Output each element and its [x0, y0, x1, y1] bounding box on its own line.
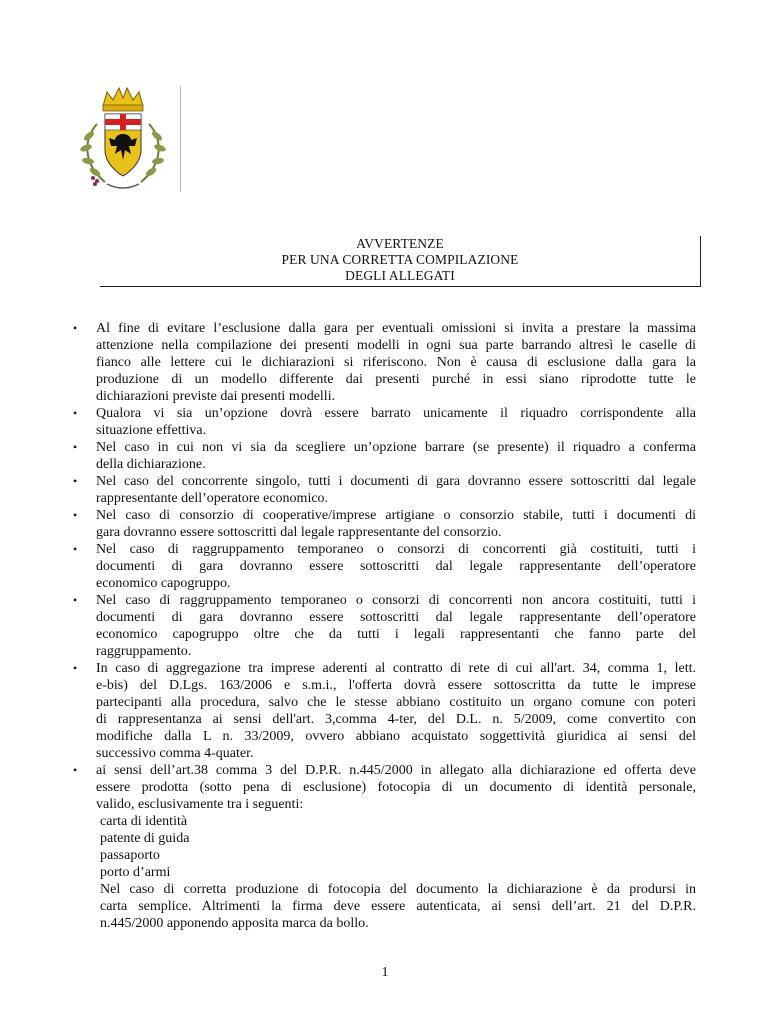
text-line: modifiche dalla L n. 33/2009, ovvero abbiano acquistato soggettività giuridica ai sensi del [96, 729, 696, 744]
text-line: e-bis) del D.Lgs. 163/2006 e s.m.i., l'offerta dovrà essere sottoscritta da tutte le imprese [96, 678, 696, 693]
list-item-text [96, 473, 696, 507]
header-subtitle-2: DEGLI ALLEGATI [345, 268, 455, 283]
text-line: successivo comma 4-quater. [96, 746, 254, 761]
bullet-icon: • [73, 542, 78, 556]
list-item [0, 405, 770, 439]
text-line: Nel caso di corretta produzione di fotocopia del documento la dichiarazione è da prodursi in [100, 882, 696, 897]
bullet-icon: • [73, 474, 78, 488]
text-line: n.445/2000 apponendo apposita marca da bollo. [100, 916, 369, 931]
text-line: Nel caso in cui non vi sia da scegliere un’opzione barrare (se presente) il riquadro a conferma [96, 440, 696, 455]
list-item [0, 473, 770, 507]
list-item-text [96, 660, 696, 762]
bullet-icon: • [73, 763, 78, 777]
text-line: economico capogruppo oltre che da tutti i legali rappresentanti che fanno parte del [96, 627, 696, 642]
bullet-icon: • [73, 661, 78, 675]
text-line: dichiarazioni previste dai presenti modelli. [96, 389, 336, 404]
text-line: produzione di un modello differente dai presenti purché in essi siano riprodotte tutte le [96, 372, 696, 387]
list-item [0, 507, 770, 541]
bullet-icon: • [73, 440, 78, 454]
header-title: AVVERTENZE [356, 236, 444, 251]
header-subtitle: PER UNA CORRETTA COMPILAZIONE [281, 252, 519, 267]
text-line: valido, esclusivamente tra i seguenti: [96, 797, 304, 812]
document-option: carta di identità [100, 814, 188, 829]
list-item [0, 592, 770, 660]
list-item-text [96, 592, 696, 660]
text-line: rappresentante dell’operatore economico. [96, 491, 329, 506]
list-item [0, 762, 770, 932]
document-option: porto d’armi [100, 865, 171, 880]
list-item-text [96, 762, 696, 932]
note-paragraph [100, 881, 696, 932]
list-item [0, 660, 770, 762]
bullet-icon: • [73, 406, 78, 420]
text-line: Nel caso di raggruppamento temporaneo o consorzi di concorrenti non ancora costituiti, tutti i [96, 593, 696, 608]
text-line: Al fine di evitare l’esclusione dalla gara per eventuali omissioni si invita a prestare la massima [96, 321, 696, 336]
list-item [0, 320, 770, 405]
list-item-text [96, 541, 696, 592]
document-option: patente di guida [100, 831, 190, 846]
text-line: raggruppamento. [96, 644, 192, 659]
list-item [0, 439, 770, 473]
text-line: della dichiarazione. [96, 457, 206, 472]
text-line: documenti di gara dovranno essere sottoscritti dal legale rappresentante dell’operatore [96, 559, 696, 574]
text-line: economico capogruppo. [96, 576, 231, 591]
text-line: In caso di aggregazione tra imprese aderenti al contratto di rete di cui all'art. 34, comma 1, lett. [96, 661, 696, 676]
text-line: documenti di gara dovranno essere sottoscritti dal legale rappresentante dell’operatore [96, 610, 696, 625]
document-header [100, 236, 701, 287]
text-line: partecipanti alla procedura, salvo che le stesse abbiano costituito un organo comune con poteri [96, 695, 696, 710]
text-line: ai sensi dell’art.38 comma 3 del D.P.R. n.445/2000 in allegato alla dichiarazione ed offerta deve [96, 763, 696, 778]
text-line: di rappresentanza ai sensi dell'art. 3,comma 4-ter, del D.L. n. 5/2009, come convertito con [96, 712, 696, 727]
text-line: Nel caso del concorrente singolo, tutti i documenti di gara dovranno essere sottoscritti dal legale [96, 474, 696, 489]
bullet-icon: • [73, 593, 78, 607]
text-line: Nel caso di raggruppamento temporaneo o consorzi di concorrenti già costituiti, tutti i [96, 542, 696, 557]
text-line: Qualora vi sia un’opzione dovrà essere barrato unicamente il riquadro corrispondente alla [96, 406, 696, 421]
list-item [0, 541, 770, 592]
list-item-text [96, 405, 696, 439]
instructions-list [0, 320, 770, 932]
text-line: situazione effettiva. [96, 423, 207, 438]
list-item-text [96, 507, 696, 541]
bullet-icon: • [73, 508, 78, 522]
text-line: attenzione nella compilazione dei presenti modelli in ogni sua parte barrando altresì le caselle di [96, 338, 696, 353]
crest-divider [180, 86, 181, 192]
list-item-text [96, 439, 696, 473]
list-item-text [96, 320, 696, 405]
coat-of-arms-logo [77, 84, 169, 194]
text-line: essere prodotta (sotto pena di esclusione) fotocopia di un documento di identità personale, [96, 780, 696, 795]
text-line: carta semplice. Altrimenti la firma deve essere autenticata, ai sensi dell’art. 21 del D.P.R. [100, 899, 696, 914]
page-number: 1 [381, 965, 389, 980]
text-line: fianco alle lettere cui le dichiarazioni si riferiscono. Non è causa di esclusione dalla gara la [96, 355, 696, 370]
text-line: gara dovranno essere sottoscritti dal legale rappresentante del consorzio. [96, 525, 502, 540]
bullet-icon: • [73, 321, 78, 335]
text-line: Nel caso di consorzio di cooperative/imprese artigiane o consorzio stabile, tutti i documenti di [96, 508, 696, 523]
document-option: passaporto [100, 848, 160, 863]
